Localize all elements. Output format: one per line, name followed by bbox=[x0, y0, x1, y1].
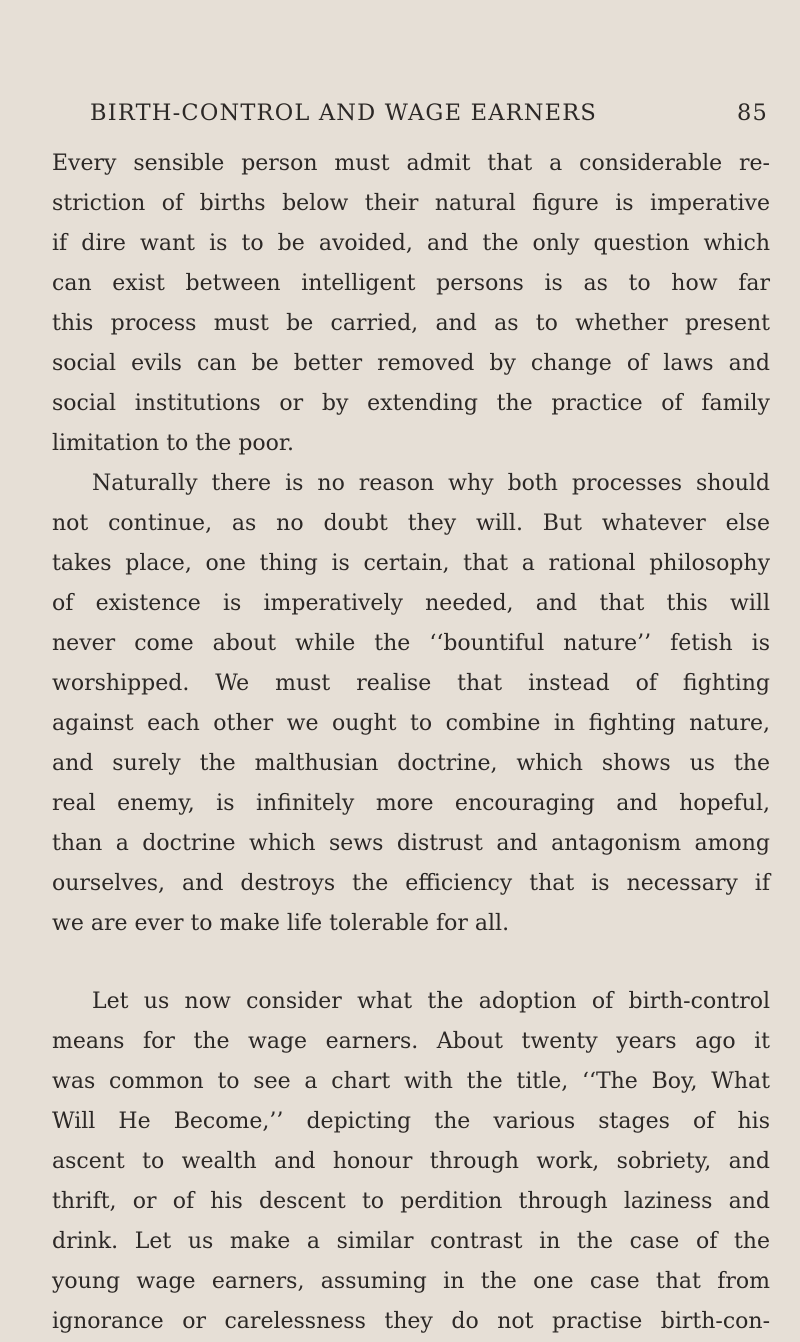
text-line: ourselves, and destroys the efficiency that is necessary if bbox=[52, 871, 770, 896]
text-line: can exist between intelligent persons is as to how far bbox=[52, 271, 770, 296]
text-line: real enemy, is infinitely more encouraging and hopeful, bbox=[52, 791, 770, 816]
text-line: we are ever to make life tolerable for all. bbox=[52, 911, 510, 936]
text-line: and surely the malthusian doctrine, which shows us the bbox=[52, 751, 770, 776]
text-line: against each other we ought to combine in fighting nature, bbox=[52, 711, 770, 736]
text-line: ascent to wealth and honour through work, sobriety, and bbox=[52, 1149, 770, 1174]
text-line: worshipped. We must realise that instead of fighting bbox=[52, 671, 770, 696]
text-line: of existence is imperatively needed, and that this will bbox=[52, 591, 770, 616]
text-line: striction of births below their natural figure is imperative bbox=[52, 191, 770, 216]
text-line: Naturally there is no reason why both processes should bbox=[92, 471, 770, 496]
text-line: young wage earners, assuming in the one case that from bbox=[52, 1269, 770, 1294]
text-line: never come about while the ‘‘bountiful nature’’ fetish is bbox=[52, 631, 770, 656]
text-line: Every sensible person must admit that a considerable re- bbox=[52, 151, 770, 176]
text-line: takes place, one thing is certain, that a rational philosophy bbox=[52, 551, 770, 576]
text-line: means for the wage earners. About twenty years ago it bbox=[52, 1029, 770, 1054]
text-line: ignorance or carelessness they do not practise birth-con- bbox=[52, 1309, 770, 1334]
text-line: social evils can be better removed by change of laws and bbox=[52, 351, 770, 376]
page-number: 85 bbox=[736, 100, 768, 126]
text-line: drink. Let us make a similar contrast in the case of the bbox=[52, 1229, 770, 1254]
text-line: thrift, or of his descent to perdition through laziness and bbox=[52, 1189, 770, 1214]
running-title: BIRTH-CONTROL AND WAGE EARNERS bbox=[90, 100, 598, 126]
text-line: Let us now consider what the adoption of birth-control bbox=[92, 989, 770, 1014]
text-line: social institutions or by extending the practice of family bbox=[52, 391, 770, 416]
text-line: limitation to the poor. bbox=[52, 431, 294, 456]
text-line: than a doctrine which sews distrust and antagonism among bbox=[52, 831, 770, 856]
running-header bbox=[90, 100, 770, 140]
text-line: this process must be carried, and as to whether present bbox=[52, 311, 770, 336]
text-line: Will He Become,’’ depicting the various stages of his bbox=[52, 1109, 770, 1134]
text-line: not continue, as no doubt they will. But whatever else bbox=[52, 511, 770, 536]
text-line: if dire want is to be avoided, and the only question which bbox=[52, 231, 770, 256]
text-line: was common to see a chart with the title, ‘‘The Boy, What bbox=[52, 1069, 770, 1094]
